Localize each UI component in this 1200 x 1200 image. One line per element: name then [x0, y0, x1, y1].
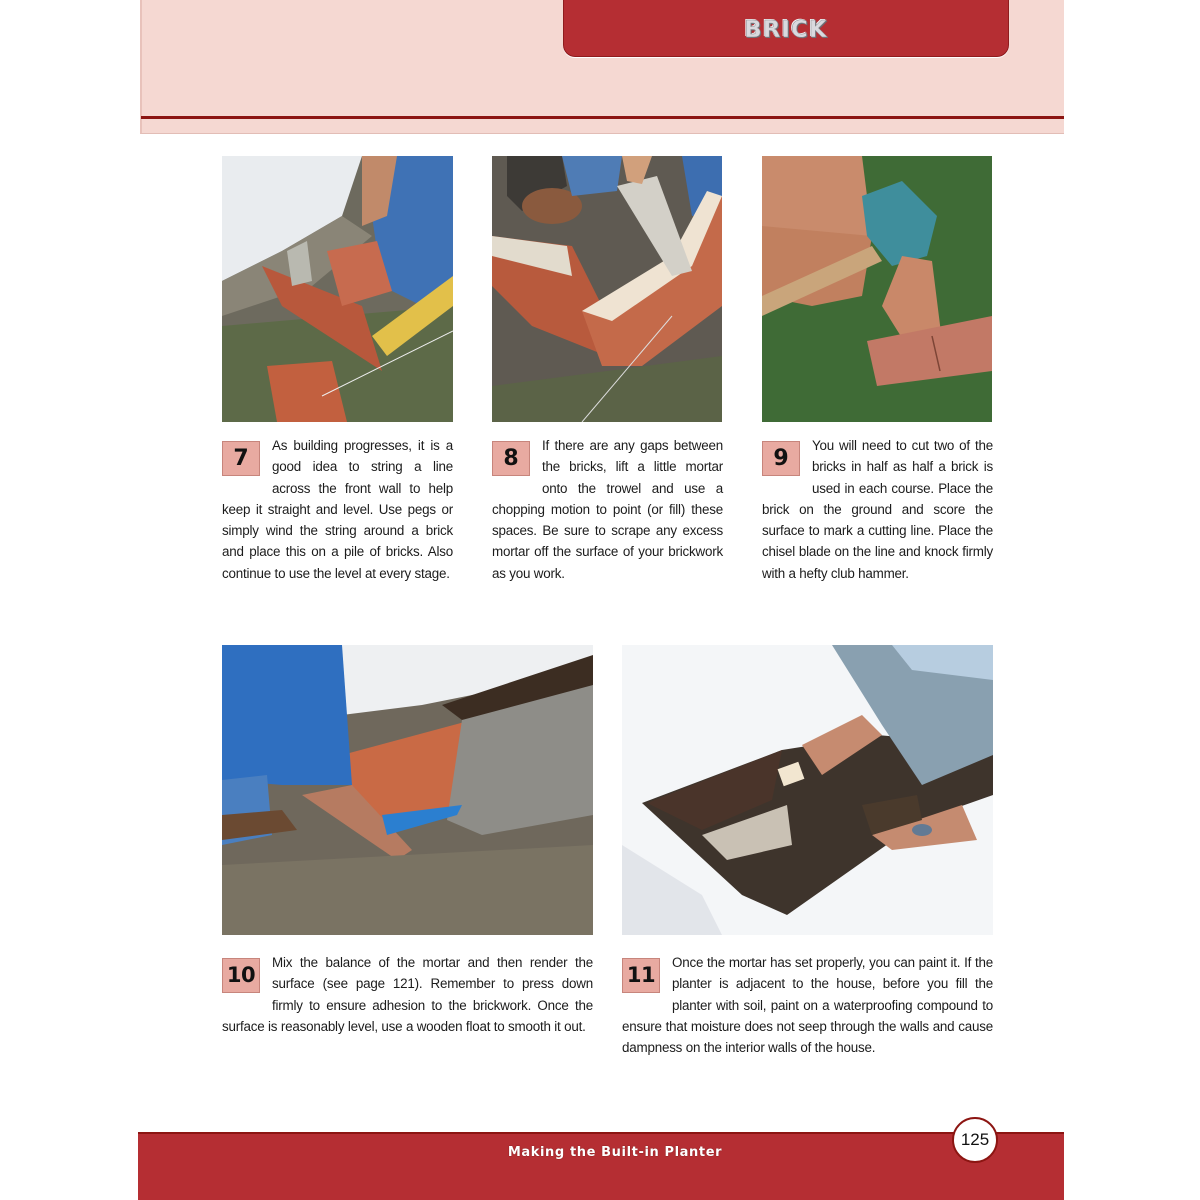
header-rule	[141, 116, 1064, 119]
step-number-badge: 8	[492, 441, 530, 476]
cutting-brick-photo-icon	[762, 156, 992, 422]
bricklaying-photo-icon	[222, 156, 453, 422]
chapter-tab	[563, 0, 1009, 57]
step-11	[622, 952, 993, 1058]
step-text: As building progresses, it is a good idea to string a line across the front wall to help keep it straight and level. Use pegs or simply wind the string around a brick and place this on a pile of bricks. Also continue to use the level at every stage.	[222, 438, 453, 581]
step-number-badge: 9	[762, 441, 800, 476]
step-text: Once the mortar has set properly, you can paint it. If the planter is adjacent to the house, before you fill the planter with soil, paint on a waterproofing compound to ensure that moisture does not seep through the walls and cause dampness on the interior walls of the house.	[622, 955, 993, 1056]
waterproofing-photo-icon	[622, 645, 993, 935]
step-10	[222, 952, 593, 1037]
step-number-badge: 7	[222, 441, 260, 476]
step-9-photo	[762, 156, 992, 422]
step-9	[762, 435, 993, 584]
step-text: If there are any gaps between the bricks, lift a little mortar onto the trowel and use a chopping motion to point (or fill) these spaces. Be sure to scrape any excess mortar off the surface of your brickwork as you work.	[492, 438, 723, 581]
step-7	[222, 435, 453, 584]
step-number-badge: 11	[622, 958, 660, 993]
page-number: 125	[952, 1117, 998, 1163]
footer-bar	[138, 1132, 1064, 1200]
step-8-photo	[492, 156, 722, 422]
step-text: You will need to cut two of the bricks in half as half a brick is used in each course. Place the brick on the ground and score the surface to mark a cutting line. Place the chisel blade on the line and knock firmly with a hefty club hammer.	[762, 438, 993, 581]
chapter-title: BRICK	[744, 16, 828, 43]
step-7-photo	[222, 156, 453, 422]
step-number-badge: 10	[222, 958, 260, 993]
step-11-photo	[622, 645, 993, 935]
step-text: Mix the balance of the mortar and then render the surface (see page 121). Remember to press down firmly to ensure adhesion to the brickwork. Once the surface is reasonably level, use a wooden float to smooth it out.	[222, 955, 593, 1034]
step-8	[492, 435, 723, 584]
step-10-photo	[222, 645, 593, 935]
pointing-mortar-photo-icon	[492, 156, 722, 422]
rendering-wall-photo-icon	[222, 645, 593, 935]
section-title: Making the Built-in Planter	[507, 1145, 723, 1160]
